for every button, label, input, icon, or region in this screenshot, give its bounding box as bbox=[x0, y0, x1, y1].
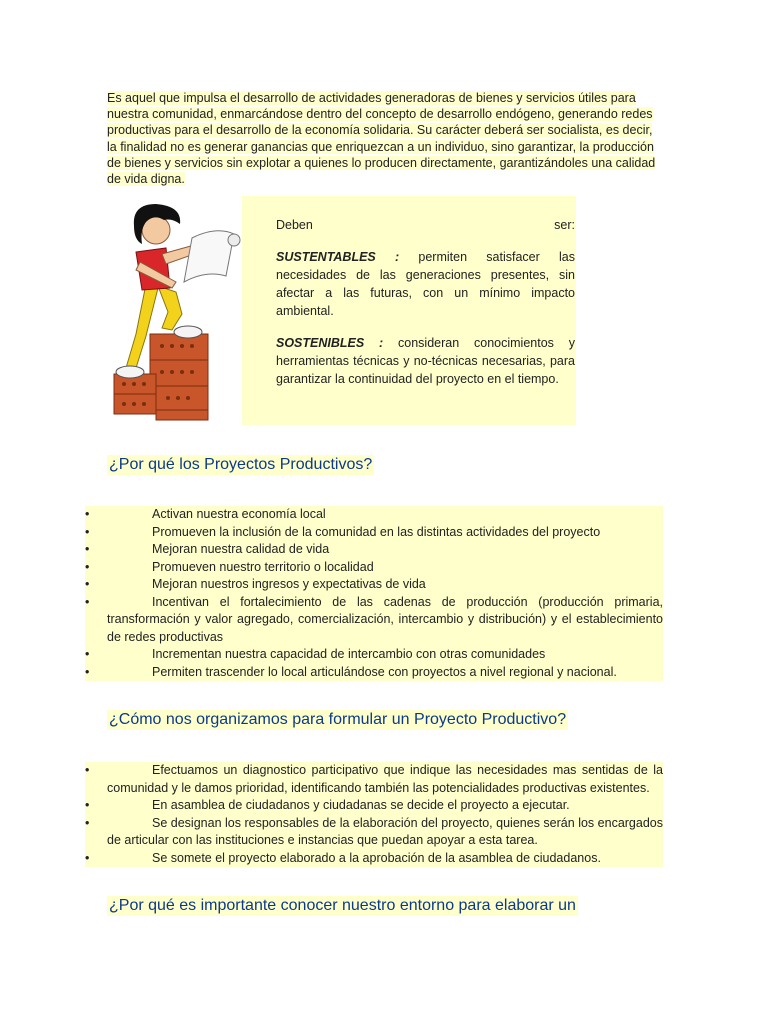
list-item-text: Se somete el proyecto elaborado a la aprobación de la asamblea de ciudadanos. bbox=[152, 850, 601, 865]
intro-paragraph bbox=[107, 90, 663, 187]
deben-word: Deben bbox=[276, 218, 313, 232]
bullet: • bbox=[85, 594, 90, 609]
list-item-text: En asamblea de ciudadanos y ciudadanas se decide el proyecto a ejecutar. bbox=[152, 798, 570, 812]
sustentables-paragraph bbox=[276, 248, 575, 320]
list-item-text: Permiten trascender lo local articulándose con proyectos a nivel regional y nacional. bbox=[152, 664, 617, 679]
bullet: • bbox=[85, 763, 90, 777]
sustentables-label: SUSTENTABLES : bbox=[276, 250, 400, 264]
bullet: • bbox=[85, 798, 90, 812]
list-item-text: Mejoran nuestra calidad de vida bbox=[152, 542, 330, 556]
list-item bbox=[85, 524, 663, 542]
list-item bbox=[85, 594, 663, 647]
builder-illustration bbox=[106, 196, 242, 425]
list-item bbox=[85, 815, 663, 850]
intro-text: Es aquel que impulsa el desarrollo de actividades generadoras de bienes y servicios útiles para nuestra comunidad, enmarcándose dentro del concepto de desarrollo endógeno, generando redes productivas para el desarrollo de la economía solidaria. Su carácter deberá ser socialista, es decir, la finalidad no es generar ganancias que enriquezcan a un individuo, sino garantizar, la producción de bienes y servicios sin explotar a quienes lo producen directamente, garantizándoles una calidad de vida digna. bbox=[107, 91, 656, 187]
deben-ser-line bbox=[276, 216, 575, 234]
list-item bbox=[85, 541, 663, 559]
ser-word: ser: bbox=[554, 218, 575, 232]
bullet: • bbox=[85, 664, 90, 679]
person-on-bricks-image bbox=[106, 196, 242, 425]
list-item bbox=[85, 576, 663, 594]
section3-heading: ¿Por qué es importante conocer nuestro entorno para elaborar un bbox=[109, 897, 576, 914]
bullet: • bbox=[85, 559, 90, 574]
section1-heading: ¿Por qué los Proyectos Productivos? bbox=[109, 456, 373, 473]
list-item bbox=[85, 664, 663, 682]
list-item-text: Promueven la inclusión de la comunidad en las distintas actividades del proyecto bbox=[152, 524, 601, 539]
list-item bbox=[85, 646, 663, 664]
bullet: • bbox=[85, 524, 90, 539]
list-item bbox=[85, 506, 663, 524]
list-item bbox=[85, 797, 663, 815]
bullet: • bbox=[85, 647, 90, 661]
box-text bbox=[276, 216, 575, 402]
list-item-text: Activan nuestra economía local bbox=[152, 507, 326, 521]
list-item-text: Se designan los responsables de la elaboración del proyecto, quienes serán los encargados de articular con las instituciones e instancias que puedan apoyar a esta tarea. bbox=[107, 815, 663, 847]
list-item-text: Promueven nuestro territorio o localidad bbox=[152, 559, 374, 574]
list-item-text: Incrementan nuestra capacidad de intercambio con otras comunidades bbox=[152, 647, 546, 661]
section2-list bbox=[85, 762, 663, 867]
list-item bbox=[85, 850, 663, 868]
bullet: • bbox=[85, 507, 90, 521]
sostenibles-label: SOSTENIBLES : bbox=[276, 336, 384, 350]
list-item-text: Incentivan el fortalecimiento de las cadenas de producción (producción primaria, transformación y valor agregado, comercialización, intercambio y distribución) y el establecimiento de redes productivas bbox=[107, 594, 663, 644]
bullet: • bbox=[85, 815, 90, 830]
bullet: • bbox=[85, 542, 90, 556]
section2-heading: ¿Cómo nos organizamos para formular un Proyecto Productivo? bbox=[109, 711, 567, 728]
section1-list bbox=[85, 506, 663, 681]
bullet: • bbox=[85, 850, 90, 865]
sostenibles-paragraph bbox=[276, 334, 575, 388]
sostenibles-text: consideran conocimientos y herramientas técnicas y no-técnicas necesarias, para garantizar la continuidad del proyecto en el tiempo. bbox=[276, 336, 575, 386]
bullet: • bbox=[85, 577, 90, 591]
list-item-text: Efectuamos un diagnostico participativo que indique las necesidades mas sentidas de la comunidad y le damos prioridad, identificando también las potencialidades productivas existentes. bbox=[107, 763, 663, 795]
info-box bbox=[106, 196, 576, 425]
list-item bbox=[85, 762, 663, 797]
list-item-text: Mejoran nuestros ingresos y expectativas de vida bbox=[152, 577, 426, 591]
sustentables-text: permiten satisfacer las necesidades de las generaciones presentes, sin afectar a las futuras, con un mínimo impacto ambiental. bbox=[276, 250, 575, 318]
list-item bbox=[85, 559, 663, 577]
